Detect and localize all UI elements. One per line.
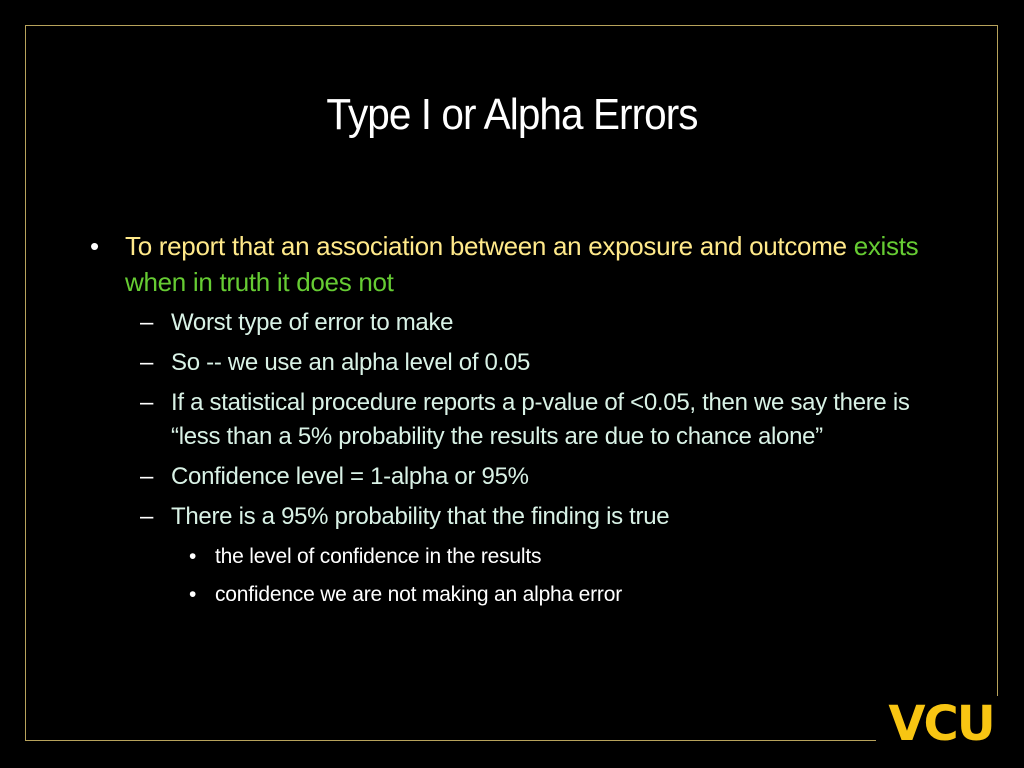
slide-content [90, 228, 950, 610]
sub-item [90, 500, 950, 534]
dash-marker: – [140, 349, 154, 376]
slide-title: Type I or Alpha Errors [326, 90, 698, 139]
sub-sub-item [90, 542, 950, 572]
sub-item-text: Worst type of error to make [171, 309, 454, 336]
bullet-marker: • [189, 545, 197, 568]
sub-item [90, 346, 950, 380]
main-bullet-text-part2: exists when in truth it does not [125, 231, 919, 297]
dash-marker: – [140, 463, 154, 490]
sub-item-text: If a statistical procedure reports a p-value of <0.05, then we say there is “less than a 5% probability the results are due to chance alone” [171, 389, 910, 450]
sub-item-text: There is a 95% probability that the finding is true [171, 503, 670, 530]
dash-marker: – [140, 503, 154, 530]
sub-sub-item-text: confidence we are not making an alpha error [215, 583, 622, 606]
sub-sub-item [90, 580, 950, 610]
dash-marker: – [140, 309, 154, 336]
main-bullet [90, 228, 950, 300]
sub-item [90, 306, 950, 340]
dash-marker: – [140, 389, 154, 416]
vcu-logo: VCU [876, 696, 1006, 752]
main-bullet-text-part1: To report that an association between an exposure and outcome [125, 231, 847, 261]
bullet-marker: • [189, 583, 197, 606]
sub-item-text: Confidence level = 1-alpha or 95% [171, 463, 529, 490]
bullet-marker: • [90, 231, 99, 261]
sub-item [90, 460, 950, 494]
sub-item [90, 386, 950, 454]
sub-item-text: So -- we use an alpha level of 0.05 [171, 349, 531, 376]
sub-sub-item-text: the level of confidence in the results [215, 545, 542, 568]
